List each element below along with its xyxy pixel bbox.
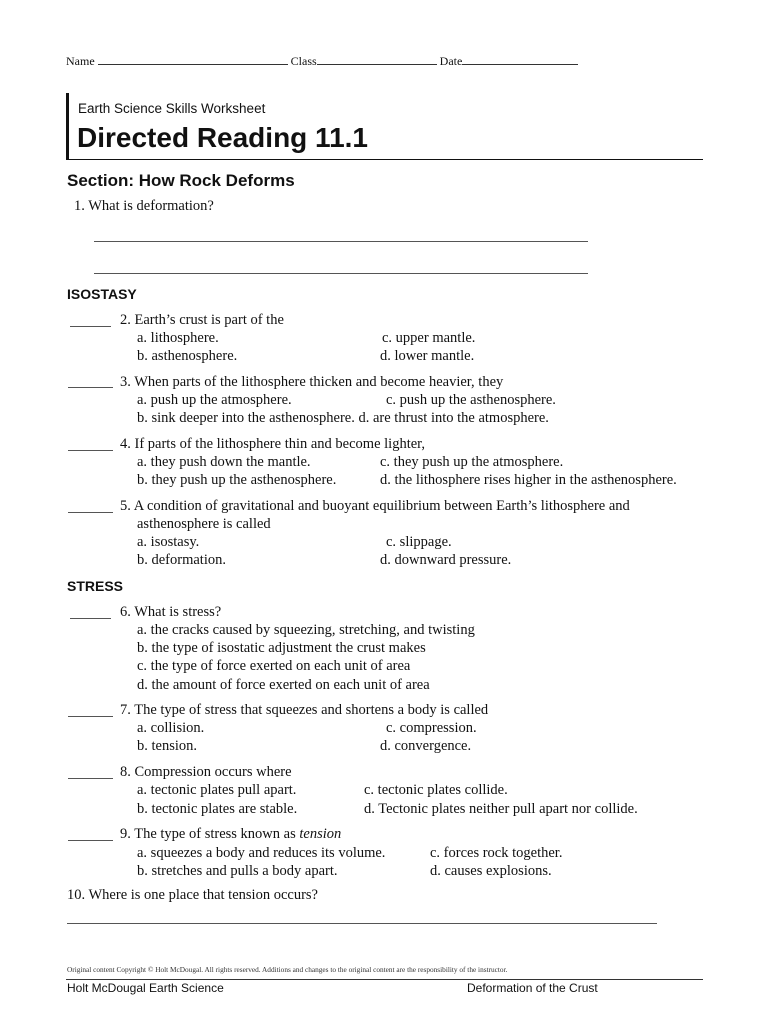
q2-choice-a[interactable]: a. lithosphere. — [137, 330, 219, 346]
date-field[interactable] — [462, 64, 578, 65]
q9-choice-d[interactable]: d. causes explosions. — [430, 863, 552, 879]
q7-choice-b[interactable]: b. tension. — [137, 738, 198, 754]
footer-rule — [66, 979, 703, 980]
q5-choice-c[interactable]: c. slippage. — [386, 534, 452, 550]
q6-choice-c[interactable]: c. the type of force exerted on each unit of area — [137, 658, 411, 674]
title-block-bar — [66, 93, 69, 160]
answer-blank-4[interactable] — [68, 450, 113, 451]
question-5-stem-cont: asthenosphere is called — [137, 516, 271, 532]
name-class-date-header — [66, 54, 578, 69]
name-label: Name — [66, 54, 95, 68]
q9-choice-a[interactable]: a. squeezes a body and reduces its volume. — [137, 845, 386, 861]
answer-blank-5[interactable] — [68, 512, 113, 513]
q7-choice-d[interactable]: d. convergence. — [380, 738, 472, 754]
question-8-stem: 8. Compression occurs where — [120, 764, 292, 780]
q5-choice-a[interactable]: a. isostasy. — [137, 534, 200, 550]
question-7-stem: 7. The type of stress that squeezes and shortens a body is called — [120, 702, 489, 718]
stress-heading: STRESS — [67, 578, 124, 594]
q4-choice-b[interactable]: b. they push up the asthenosphere. — [137, 472, 337, 488]
answer-blank-3[interactable] — [68, 387, 113, 388]
worksheet-kicker: Earth Science Skills Worksheet — [78, 101, 266, 116]
answer-blank-7[interactable] — [68, 716, 113, 717]
q3-choice-b-d[interactable]: b. sink deeper into the asthenosphere. d. are thrust into the atmosphere. — [137, 410, 549, 426]
answer-blank-9[interactable] — [68, 840, 113, 841]
q2-choice-b[interactable]: b. asthenosphere. — [137, 348, 238, 364]
question-5-stem: 5. A condition of gravitational and buoyant equilibrium between Earth’s lithosphere and — [120, 498, 630, 514]
q4-choice-c[interactable]: c. they push up the atmosphere. — [380, 454, 564, 470]
answer-line-1a[interactable] — [94, 241, 588, 242]
question-9-stem-text: 9. The type of stress known as — [120, 826, 300, 842]
q9-choice-b[interactable]: b. stretches and pulls a body apart. — [137, 863, 338, 879]
q8-choice-a[interactable]: a. tectonic plates pull apart. — [137, 782, 297, 798]
q8-choice-c[interactable]: c. tectonic plates collide. — [364, 782, 508, 798]
answer-line-10[interactable] — [67, 923, 657, 924]
q9-choice-c[interactable]: c. forces rock together. — [430, 845, 563, 861]
q6-choice-b[interactable]: b. the type of isostatic adjustment the crust makes — [137, 640, 426, 656]
question-6-stem: 6. What is stress? — [120, 604, 222, 620]
class-field[interactable] — [317, 64, 437, 65]
name-field[interactable] — [98, 64, 288, 65]
question-4-stem: 4. If parts of the lithosphere thin and become lighter, — [120, 436, 426, 452]
answer-line-1b[interactable] — [94, 273, 588, 274]
question-1: 1. What is deformation? — [74, 198, 214, 214]
question-3-stem: 3. When parts of the lithosphere thicken and become heavier, they — [120, 374, 504, 390]
question-9-stem — [120, 825, 341, 843]
question-2-stem: 2. Earth’s crust is part of the — [120, 312, 284, 328]
date-label: Date — [439, 54, 463, 68]
question-9-stem-term: tension — [299, 826, 342, 842]
q6-choice-d[interactable]: d. the amount of force exerted on each unit of area — [137, 677, 430, 693]
q7-choice-c[interactable]: c. compression. — [386, 720, 477, 736]
isostasy-heading: ISOSTASY — [67, 286, 137, 302]
page-title: Directed Reading 11.1 — [77, 122, 369, 153]
q5-choice-d[interactable]: d. downward pressure. — [380, 552, 512, 568]
q5-choice-b[interactable]: b. deformation. — [137, 552, 226, 568]
question-10: 10. Where is one place that tension occurs? — [67, 887, 318, 903]
q6-choice-a[interactable]: a. the cracks caused by squeezing, stretching, and twisting — [137, 622, 475, 638]
q8-choice-d[interactable]: d. Tectonic plates neither pull apart nor collide. — [364, 801, 638, 817]
footer-left: Holt McDougal Earth Science — [67, 981, 224, 995]
q3-choice-a[interactable]: a. push up the atmosphere. — [137, 392, 292, 408]
q2-choice-c[interactable]: c. upper mantle. — [382, 330, 476, 346]
answer-blank-8[interactable] — [68, 778, 113, 779]
answer-blank-6[interactable] — [70, 618, 111, 619]
footer-right: Deformation of the Crust — [467, 981, 598, 995]
q8-choice-b[interactable]: b. tectonic plates are stable. — [137, 801, 298, 817]
section-title: Section: How Rock Deforms — [67, 171, 295, 190]
copyright-notice: Original content Copyright © Holt McDougal. All rights reserved. Additions and changes to the original content are the responsibility of the instructor. — [67, 965, 508, 974]
q3-choice-c[interactable]: c. push up the asthenosphere. — [386, 392, 556, 408]
q4-choice-d[interactable]: d. the lithosphere rises higher in the asthenosphere. — [380, 472, 677, 488]
q4-choice-a[interactable]: a. they push down the mantle. — [137, 454, 311, 470]
q7-choice-a[interactable]: a. collision. — [137, 720, 205, 736]
q2-choice-d[interactable]: d. lower mantle. — [380, 348, 475, 364]
class-label: Class — [290, 54, 317, 68]
title-rule — [66, 159, 703, 160]
answer-blank-2[interactable] — [70, 326, 111, 327]
